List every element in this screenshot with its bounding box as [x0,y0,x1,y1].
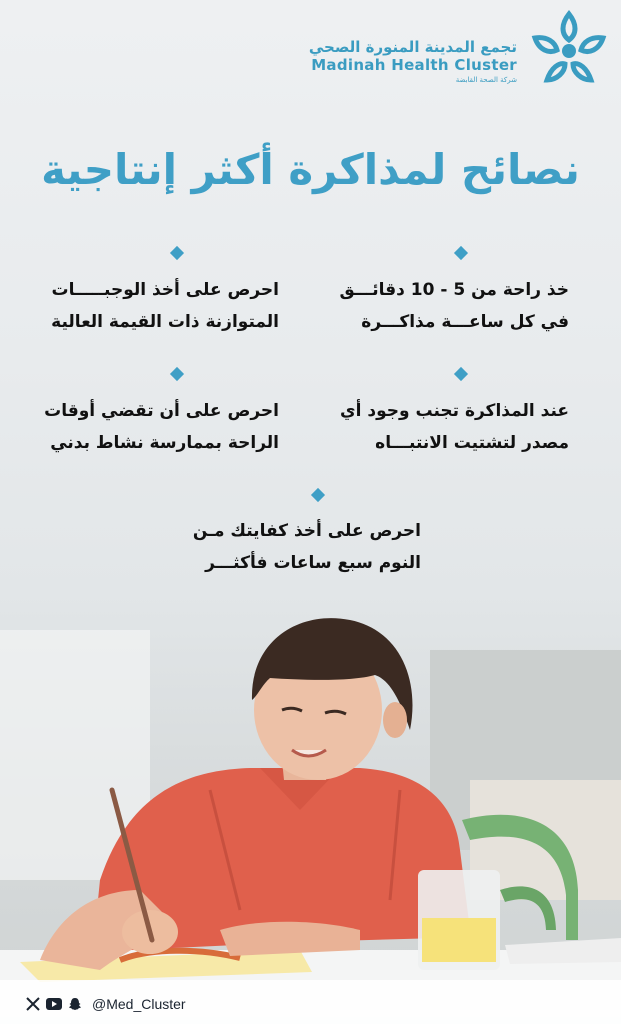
tip-line: احرص على أن تقضي أوقات [44,401,279,421]
tip-line: الراحة بممارسة نشاط بدني [50,433,279,453]
tip-item [329,274,569,338]
tip-line: احرص على أخذ كفايتك مـن [192,521,421,541]
tip-line: عند المذاكرة تجنب وجود أي [340,401,569,421]
social-handle[interactable]: @Med_Cluster [92,996,186,1012]
tip-item [192,515,421,579]
tip-line: مصدر لتشتيت الانتبـــاه [375,433,569,453]
tip-line: خذ راحة من 5 - 10 دقائـــق [339,280,569,300]
cluster-logo-icon [527,8,611,88]
tip-line: احرص على أخذ الوجبـــــات [51,280,279,300]
tip-line: النوم سبع ساعات فأكثـــر [205,553,421,573]
tip-item [39,274,279,338]
boy-studying-illustration [0,590,621,1024]
tip-line: المتوازنة ذات القيمة العالية [51,312,279,332]
x-icon[interactable] [26,997,40,1011]
page-title: نصائح لمذاكرة أكثر إنتاجية [41,145,580,194]
brand-subtitle: شركة الصحة القابضة [455,76,517,84]
tip-item [329,395,569,459]
social-links [26,996,186,1012]
brand-name-english: Madinah Health Cluster [311,56,517,74]
youtube-icon[interactable] [46,997,62,1011]
snapchat-icon[interactable] [68,997,82,1011]
brand-name-arabic: تجمع المدينة المنورة الصحي [308,38,517,56]
tip-line: في كل ساعـــة مذاكـــرة [361,312,569,332]
tip-item [39,395,279,459]
